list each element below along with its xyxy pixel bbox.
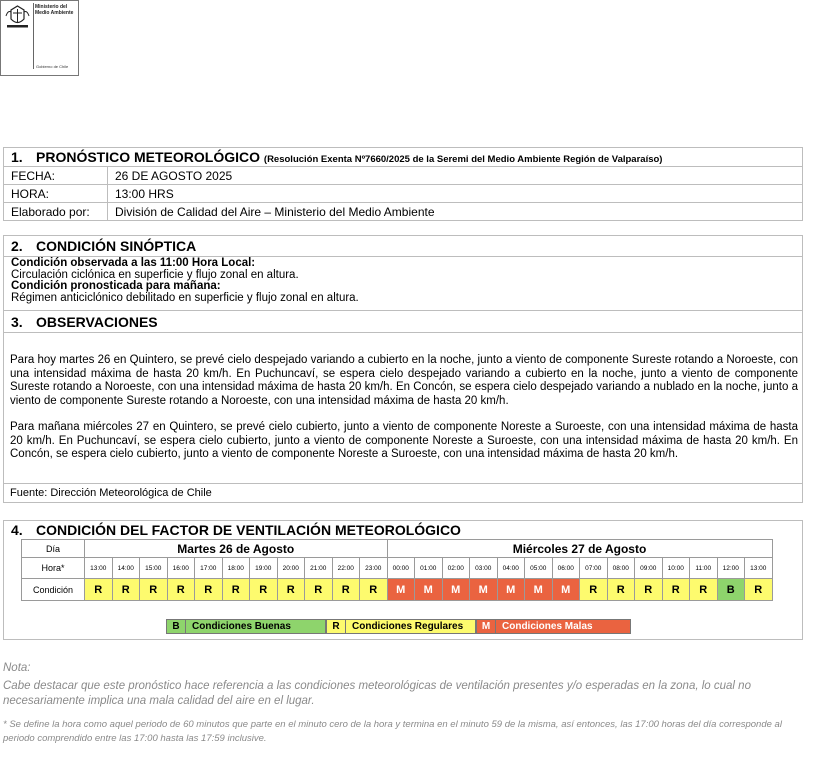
hour-cell: 09:00 <box>635 558 663 579</box>
date-value: 26 DE AGOSTO 2025 <box>108 167 803 185</box>
day-row-label: Día <box>22 540 85 558</box>
legend-symbol: B <box>167 620 186 633</box>
author-label: Elaborado por: <box>4 203 108 221</box>
hour-cell: 13:00 <box>745 558 773 579</box>
section2-number: 2. <box>11 238 23 254</box>
condition-cell: R <box>745 579 773 601</box>
government-name: Gobierno de Chile <box>36 64 69 69</box>
legend-item <box>476 619 631 634</box>
source-text: Fuente: Dirección Meteorológica de Chile <box>10 487 212 499</box>
condition-cell: R <box>607 579 635 601</box>
condition-cell: M <box>442 579 470 601</box>
hour-cell: 05:00 <box>525 558 553 579</box>
legend-label: Condiciones Regulares <box>352 621 464 632</box>
condition-cell: R <box>85 579 113 601</box>
condition-row <box>22 579 773 601</box>
source-divider <box>4 483 802 484</box>
hour-cell: 07:00 <box>580 558 608 579</box>
section3-title <box>11 314 158 330</box>
condition-cell: M <box>497 579 525 601</box>
condition-cell: R <box>662 579 690 601</box>
section4-number: 4. <box>11 522 23 538</box>
hour-cell: 01:00 <box>415 558 443 579</box>
condition-cell: R <box>140 579 168 601</box>
hour-cell: 21:00 <box>305 558 333 579</box>
time-label: HORA: <box>4 185 108 203</box>
condition-cell: M <box>470 579 498 601</box>
hour-row <box>22 558 773 579</box>
info-row <box>4 203 803 221</box>
section3-number: 3. <box>11 314 23 330</box>
hour-cell: 00:00 <box>387 558 415 579</box>
hour-cell: 03:00 <box>470 558 498 579</box>
author-value: División de Calidad del Aire – Ministerio del Medio Ambiente <box>108 203 803 221</box>
hour-cell: 17:00 <box>195 558 223 579</box>
info-row <box>4 167 803 185</box>
condition-cell: R <box>277 579 305 601</box>
legend-symbol: R <box>327 620 346 633</box>
hour-cell: 08:00 <box>607 558 635 579</box>
ministry-name: Ministerio del Medio Ambiente <box>35 4 74 16</box>
condition-cell: B <box>717 579 745 601</box>
observations-paragraph: Para mañana miércoles 27 en Quintero, se prevé cielo cubierto, junto a viento de componente Noreste a Suroeste, con una intensidad máxima de hasta 20 km/h. En Puchuncaví, se espera cielo cubierto, junto a viento de componente Noreste a Suroeste, con una intensidad máxima de hasta 20 km/h. En Concón, se espera cielo cubierto, junto a viento de componente Noreste a Suroeste, con una intensidad máxima de hasta 20 km/h. <box>10 421 798 460</box>
condition-cell: R <box>250 579 278 601</box>
section4-title <box>11 522 461 538</box>
section1-title-text: PRONÓSTICO METEOROLÓGICO <box>36 149 261 165</box>
observed-text: Circulación ciclónica en superficie y flujo zonal en altura. <box>11 268 299 281</box>
hour-cell: 04:00 <box>497 558 525 579</box>
condition-cell: R <box>305 579 333 601</box>
hour-cell: 15:00 <box>140 558 168 579</box>
hour-cell: 22:00 <box>332 558 360 579</box>
day-header-wednesday: Miércoles 27 de Agosto <box>387 540 772 558</box>
synoptic-text <box>11 258 791 304</box>
legend-item <box>166 619 326 634</box>
observed-label: Condición observada a las 11:00 Hora Local: <box>11 257 256 269</box>
condition-cell: R <box>222 579 250 601</box>
condition-cell: R <box>690 579 718 601</box>
condition-cell: M <box>387 579 415 601</box>
hour-cell: 16:00 <box>167 558 195 579</box>
coat-of-arms-icon <box>4 4 31 30</box>
hour-cell: 12:00 <box>717 558 745 579</box>
condition-legend <box>166 619 631 634</box>
hour-cell: 10:00 <box>662 558 690 579</box>
condition-cell: M <box>552 579 580 601</box>
observations-body <box>10 354 798 462</box>
section2-title-text: CONDICIÓN SINÓPTICA <box>36 238 197 254</box>
section1-subtitle: (Resolución Exenta Nº7660/2025 de la Seremi del Medio Ambiente Región de Valparaíso) <box>263 154 663 165</box>
hour-cell: 19:00 <box>250 558 278 579</box>
logo-divider <box>33 3 34 69</box>
legend-label: Condiciones Buenas <box>192 621 291 632</box>
condition-cell: R <box>580 579 608 601</box>
condition-row-label: Condición <box>22 579 85 601</box>
time-value: 13:00 HRS <box>108 185 803 203</box>
legend-item <box>326 619 476 634</box>
condition-cell: R <box>195 579 223 601</box>
hour-cell: 18:00 <box>222 558 250 579</box>
section4-title-text: CONDICIÓN DEL FACTOR DE VENTILACIÓN METEOROLÓGICO <box>36 522 461 538</box>
legend-symbol: M <box>477 620 496 633</box>
section1-header <box>3 147 803 167</box>
condition-cell: R <box>360 579 388 601</box>
section2-box <box>3 235 803 311</box>
section3-box <box>3 310 803 503</box>
hour-cell: 11:00 <box>690 558 718 579</box>
condition-cell: R <box>635 579 663 601</box>
condition-cell: R <box>167 579 195 601</box>
hour-cell: 20:00 <box>277 558 305 579</box>
day-row <box>22 540 773 558</box>
hour-cell: 14:00 <box>112 558 140 579</box>
hour-cell: 13:00 <box>85 558 113 579</box>
hour-cell: 02:00 <box>442 558 470 579</box>
date-label: FECHA: <box>4 167 108 185</box>
ventilation-table <box>21 539 773 601</box>
hour-row-label: Hora* <box>22 558 85 579</box>
section3-divider <box>4 332 802 333</box>
forecast-info-table <box>3 166 803 221</box>
condition-cell: R <box>332 579 360 601</box>
info-row <box>4 185 803 203</box>
hour-cell: 06:00 <box>552 558 580 579</box>
ministry-logo <box>0 0 79 76</box>
footnote-text: * Se define la hora como aquel periodo de 60 minutos que parte en el minuto cero de la hora y termina en el minuto 59 de la misma, así entonces, las 17:00 horas del día corresponde al periodo comprendido entre las 17:00 hasta las 17:59 inclusive. <box>3 719 782 744</box>
section3-title-text: OBSERVACIONES <box>36 314 158 330</box>
condition-cell: M <box>415 579 443 601</box>
day-header-tuesday: Martes 26 de Agosto <box>85 540 388 558</box>
section1-title <box>11 149 662 165</box>
condition-cell: M <box>525 579 553 601</box>
forecast-label: Condición pronosticada para mañana: <box>11 280 221 292</box>
note-text: Cabe destacar que este pronóstico hace referencia a las condiciones meteorológicas de ventilación presentes y/o esperadas en la zona, lo cual no necesariamente implica una mala calidad del aire en el lugar. <box>3 680 751 707</box>
section2-title <box>11 238 196 254</box>
section1-number: 1. <box>11 149 23 165</box>
forecast-text: Régimen anticiclónico debilitado en superficie y flujo zonal en altura. <box>11 291 359 304</box>
note-label: Nota: <box>3 662 31 674</box>
condition-cell: R <box>112 579 140 601</box>
legend-label: Condiciones Malas <box>502 621 593 632</box>
hour-cell: 23:00 <box>360 558 388 579</box>
observations-paragraph: Para hoy martes 26 en Quintero, se prevé cielo despejado variando a cubierto en la noche, junto a viento de componente Sureste rotando a Noroeste, con una intensidad máxima de hasta 20 km/h. En Puchuncaví, se espera cielo despejado variando a cubierto en la noche, junto a viento de componente Sureste rotando a Noroeste, con una intensidad máxima de hasta 20 km/h. En Concón, se espera cielo despejado variando a nublado en la noche, junto a viento de componente Sureste rotando a Noroeste, con una intensidad máxima de hasta 20 km/h. <box>10 354 798 407</box>
